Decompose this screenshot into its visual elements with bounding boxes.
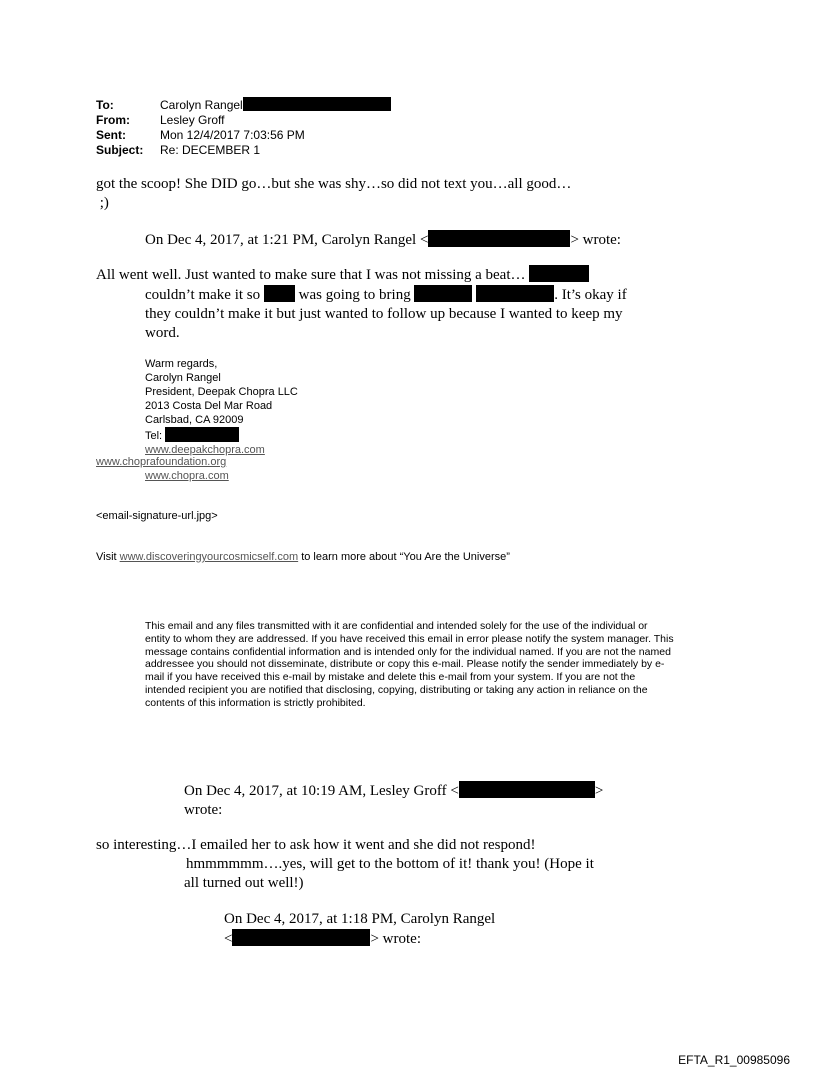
link-cosmicself[interactable]: www.discoveringyourcosmicself.com: [119, 551, 299, 563]
link-deepakchopra[interactable]: www.deepakchopra.com: [145, 444, 265, 456]
redaction-box: [165, 427, 239, 442]
redaction-box: [232, 929, 370, 946]
message-text: was going to bring: [298, 287, 411, 303]
message-line: word.: [145, 325, 180, 341]
signature-link-row: [145, 469, 229, 483]
subject-value: Re: DECEMBER 1: [160, 143, 261, 157]
message-line: they couldn’t make it but just wanted to follow up because I wanted to keep my: [145, 306, 623, 322]
quote-attribution: [145, 230, 621, 250]
quote-suffix: > wrote:: [370, 931, 421, 947]
quoted-message: [96, 265, 627, 343]
visit-post: to learn more about “You Are the Universe”: [298, 551, 510, 563]
to-row: [96, 97, 391, 113]
redaction-box: [529, 265, 589, 282]
subject-label: Subject:: [96, 143, 144, 157]
message-line: [96, 265, 627, 285]
email-header: [96, 97, 391, 158]
quote-suffix: >: [594, 783, 604, 799]
message-text: All went well. Just wanted to make sure that I was not missing a beat…: [96, 267, 526, 283]
quote-wrote: wrote:: [184, 802, 223, 818]
to-value: Carolyn Rangel: [160, 98, 243, 112]
message-text: couldn’t make it so: [145, 287, 261, 303]
sent-value: Mon 12/4/2017 7:03:56 PM: [160, 128, 305, 142]
redaction-box: [414, 285, 472, 302]
redaction-box: [476, 285, 554, 302]
quote-prefix: On Dec 4, 2017, at 10:19 AM, Lesley Groff <: [184, 783, 459, 799]
redaction-box: [243, 97, 391, 111]
link-choprafoundation[interactable]: www.choprafoundation.org: [96, 456, 227, 468]
reply-line: ;): [96, 195, 109, 211]
redaction-box: [459, 781, 595, 798]
signature-tel: [145, 427, 298, 443]
sent-label: Sent:: [96, 128, 126, 142]
tel-label: Tel:: [145, 430, 163, 442]
redaction-box: [264, 285, 295, 302]
redaction-box: [428, 230, 570, 247]
from-value: Lesley Groff: [160, 113, 225, 127]
message-line: so interesting…I emailed her to ask how it went and she did not respond!: [96, 837, 536, 853]
quote-line: [224, 929, 495, 949]
signature-address: Carlsbad, CA 92009: [145, 414, 244, 426]
document-id: EFTA_R1_00985096: [678, 1053, 790, 1067]
reply-line: got the scoop! She DID go…but she was shy…so did not text you…all good…: [96, 176, 572, 192]
quote-prefix: On Dec 4, 2017, at 1:21 PM, Carolyn Rangel <: [145, 232, 429, 248]
to-label: To:: [96, 98, 114, 112]
confidentiality-disclaimer: This email and any files transmitted with it are confidential and intended solely for the use of the individual or entity to whom they are addressed. If you have received this email in error please notify the system manager. This message contains confidential information and is intended only for the individual named. If you are not the named addressee you should not disseminate, distribute or copy this e-mail. Please notify the sender immediately by e-mail if you have received this e-mail by mistake and delete this e-mail from your system. If you are not the intended recipient you are notified that disclosing, copying, distributing or taking any action in reliance on the contents of this information is strictly prohibited.: [145, 620, 674, 709]
message-text: . It’s okay if: [554, 287, 627, 303]
from-label: From:: [96, 113, 130, 127]
message-line: [96, 285, 627, 305]
signature-address: 2013 Costa Del Mar Road: [145, 400, 273, 412]
from-row: [96, 113, 391, 128]
signature-title: President, Deepak Chopra LLC: [145, 386, 298, 398]
subject-row: [96, 143, 391, 158]
signature-link-row: [96, 455, 226, 469]
signature-block: [145, 357, 298, 457]
quote-suffix: > wrote:: [570, 232, 621, 248]
quoted-message: [96, 836, 594, 893]
sent-row: [96, 128, 391, 143]
message-line: hmmmmmm….yes, will get to the bottom of it! thank you! (Hope it: [186, 856, 594, 872]
message-line: all turned out well!): [184, 875, 304, 891]
link-chopra[interactable]: www.chopra.com: [145, 470, 229, 482]
visit-pre: Visit: [96, 551, 120, 563]
quote-line: On Dec 4, 2017, at 1:18 PM, Carolyn Rangel: [224, 911, 496, 927]
signature-name: Carolyn Rangel: [145, 372, 221, 384]
quote-attribution: [224, 910, 495, 949]
visit-line: [96, 551, 510, 565]
quote-lt: <: [224, 931, 233, 947]
quote-attribution: [184, 781, 603, 820]
reply-body: [96, 175, 571, 213]
signature-image-placeholder: <email-signature-url.jpg>: [96, 510, 218, 522]
signature-regards: Warm regards,: [145, 358, 218, 370]
